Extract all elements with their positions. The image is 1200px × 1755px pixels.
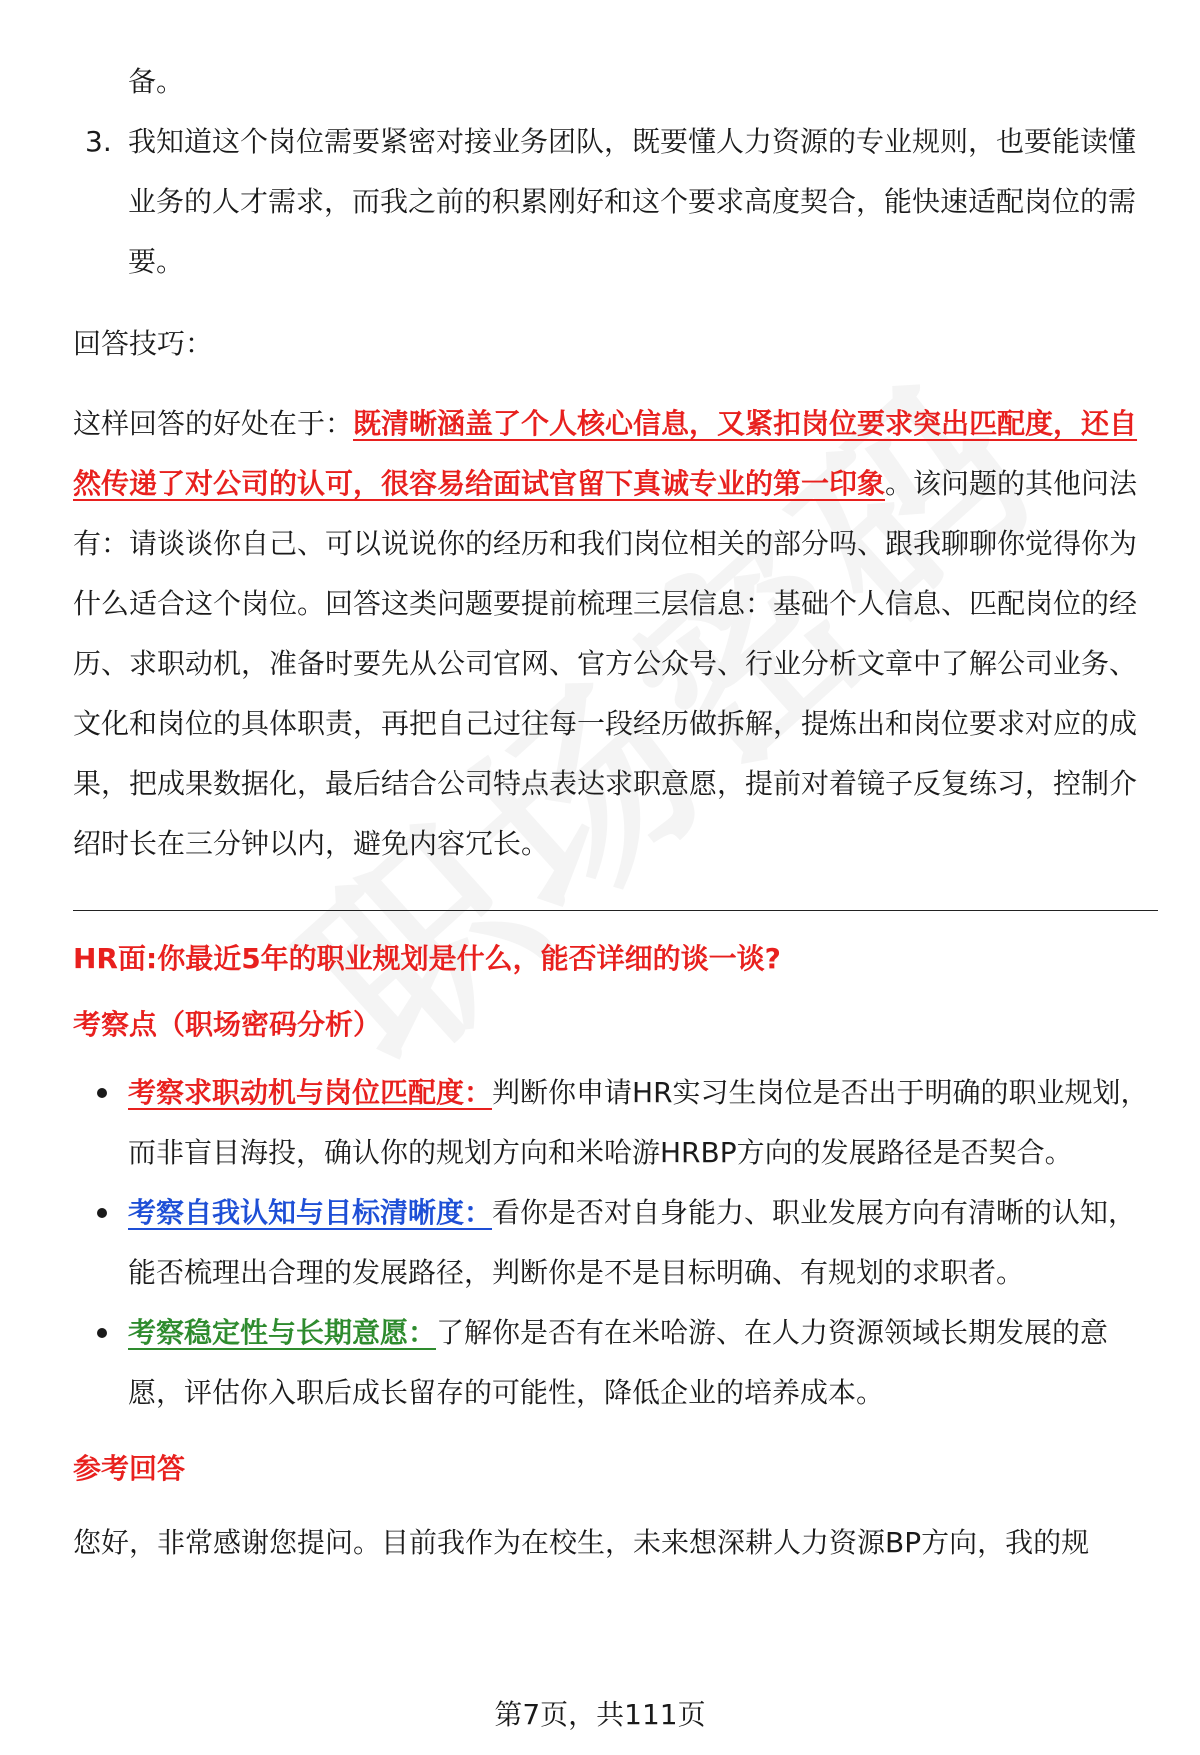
analysis-heading: 考察点（职场密码分析） — [73, 1008, 382, 1041]
point-text: 判断你申请HR实习生岗位是否出于明确的职业规划，而非盲目海投，确认你的规划方向和米哈游HRBP方向的发展路径是否契合。 — [128, 1076, 1149, 1169]
list-item-text: 我知道这个岗位需要紧密对接业务团队，既要懂人力资源的专业规则，也要能读懂业务的人才需求，而我之前的积累刚好和这个要求高度契合，能快速适配岗位的需要。 — [128, 125, 1137, 278]
tips-highlight: 既清晰涵盖了个人核心信息，又紧扣岗位要求突出匹配度，还自然传递了对公司的认可，很容易给面试官留下真诚专业的第一印象 — [73, 407, 1138, 500]
reference-heading: 参考回答 — [73, 1452, 186, 1485]
analysis-point-motivation — [73, 1063, 1158, 1183]
reference-answer: 您好，非常感谢您提问。目前我作为在校生，未来想深耕人力资源BP方向，我的规 — [73, 1526, 1090, 1559]
bullet-icon — [97, 1088, 107, 1098]
page-number: 第7页，共111页 — [494, 1698, 706, 1731]
tips-paragraph — [73, 394, 1158, 874]
analysis-points — [73, 1063, 1158, 1423]
tips-label: 回答技巧： — [73, 327, 214, 360]
point-text: 看你是否对自身能力、职业发展方向有清晰的认知，能否梳理出合理的发展路径，判断你是不是目标明确、有规划的求职者。 — [128, 1196, 1137, 1289]
list-item-continuation: 备。 — [128, 65, 185, 98]
list-number: 3. — [85, 125, 112, 158]
analysis-point-stability — [73, 1303, 1158, 1423]
analysis-point-self-awareness — [73, 1183, 1158, 1303]
point-text: 了解你是否有在米哈游、在人力资源领域长期发展的意愿，评估你入职后成长留存的可能性，降低企业的培养成本。 — [128, 1316, 1109, 1409]
list-item-3 — [73, 112, 1158, 292]
bullet-icon — [97, 1208, 107, 1218]
point-label: 考察求职动机与岗位匹配度： — [128, 1076, 493, 1109]
question-title: HR面:你最近5年的职业规划是什么，能否详细的谈一谈? — [73, 942, 781, 975]
page-content — [73, 0, 1158, 1573]
point-label: 考察稳定性与长期意愿： — [128, 1316, 437, 1349]
tips-rest: 。该问题的其他问法有：请谈谈你自己、可以说说你的经历和我们岗位相关的部分吗、跟我聊聊你觉得你为什么适合这个岗位。回答这类问题要提前梳理三层信息：基础个人信息、匹配岗位的经历、求职动机，准备时要先从公司官网、官方公众号、行业分析文章中了解公司业务、文化和岗位的具体职责，再把自己过往每一段经历做拆解，提炼出和岗位要求对应的成果，把成果数据化，最后结合公司特点表达求职意愿，提前对着镜子反复练习，控制介绍时长在三分钟以内，避免内容冗长。 — [73, 467, 1138, 860]
section-divider — [73, 910, 1158, 911]
bullet-icon — [97, 1328, 107, 1338]
tips-intro: 这样回答的好处在于： — [73, 407, 354, 440]
point-label: 考察自我认知与目标清晰度： — [128, 1196, 493, 1229]
